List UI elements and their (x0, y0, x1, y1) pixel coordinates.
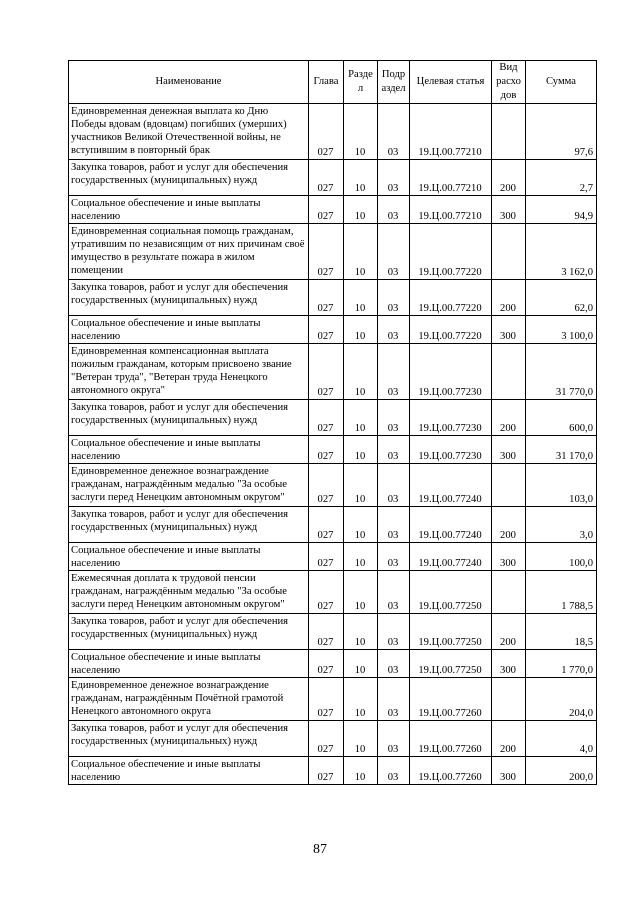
header-podrazdel: Подр аздел (378, 61, 410, 104)
cell-vid-raskhodov (492, 464, 526, 507)
cell-tselevaya-statya: 19.Ц.00.77250 (410, 571, 492, 614)
cell-podrazdel: 03 (378, 280, 410, 316)
cell-summa: 94,9 (526, 196, 597, 224)
cell-vid-raskhodov: 200 (492, 614, 526, 650)
cell-podrazdel: 03 (378, 757, 410, 785)
cell-name: Закупка товаров, работ и услуг для обеспечения государственных (муниципальных) нужд (69, 160, 309, 196)
cell-summa: 2,7 (526, 160, 597, 196)
cell-tselevaya-statya: 19.Ц.00.77210 (410, 196, 492, 224)
cell-tselevaya-statya: 19.Ц.00.77260 (410, 757, 492, 785)
cell-glava: 027 (309, 614, 344, 650)
cell-glava: 027 (309, 400, 344, 436)
cell-summa: 1 788,5 (526, 571, 597, 614)
cell-glava: 027 (309, 650, 344, 678)
table-row (69, 224, 597, 280)
cell-name: Единовременная компенсационная выплата пожилым гражданам, которым присвоено звание "Ветеран труда", "Ветеран труда Ненецкого автономного округа" (69, 344, 309, 400)
cell-tselevaya-statya: 19.Ц.00.77210 (410, 104, 492, 160)
cell-razdel: 10 (344, 224, 378, 280)
table-row (69, 104, 597, 160)
cell-tselevaya-statya: 19.Ц.00.77260 (410, 678, 492, 721)
cell-vid-raskhodov (492, 104, 526, 160)
cell-vid-raskhodov: 300 (492, 543, 526, 571)
cell-podrazdel: 03 (378, 571, 410, 614)
cell-podrazdel: 03 (378, 436, 410, 464)
cell-name: Социальное обеспечение и иные выплаты населению (69, 316, 309, 344)
cell-name: Социальное обеспечение и иные выплаты населению (69, 196, 309, 224)
cell-summa: 97,6 (526, 104, 597, 160)
cell-razdel: 10 (344, 160, 378, 196)
cell-glava: 027 (309, 280, 344, 316)
cell-podrazdel: 03 (378, 160, 410, 196)
cell-summa: 100,0 (526, 543, 597, 571)
header-glava: Глава (309, 61, 344, 104)
cell-name: Закупка товаров, работ и услуг для обеспечения государственных (муниципальных) нужд (69, 400, 309, 436)
table-row (69, 757, 597, 785)
cell-glava: 027 (309, 507, 344, 543)
cell-name: Закупка товаров, работ и услуг для обеспечения государственных (муниципальных) нужд (69, 614, 309, 650)
cell-razdel: 10 (344, 400, 378, 436)
cell-summa: 4,0 (526, 721, 597, 757)
cell-razdel: 10 (344, 543, 378, 571)
cell-name: Социальное обеспечение и иные выплаты населению (69, 757, 309, 785)
cell-glava: 027 (309, 721, 344, 757)
cell-tselevaya-statya: 19.Ц.00.77250 (410, 650, 492, 678)
cell-podrazdel: 03 (378, 224, 410, 280)
table-header (69, 61, 597, 104)
cell-tselevaya-statya: 19.Ц.00.77240 (410, 543, 492, 571)
cell-summa: 18,5 (526, 614, 597, 650)
cell-glava: 027 (309, 543, 344, 571)
cell-summa: 31 770,0 (526, 344, 597, 400)
cell-vid-raskhodov: 200 (492, 280, 526, 316)
table-row (69, 507, 597, 543)
cell-glava: 027 (309, 757, 344, 785)
cell-name: Закупка товаров, работ и услуг для обеспечения государственных (муниципальных) нужд (69, 507, 309, 543)
cell-summa: 204,0 (526, 678, 597, 721)
page-number: 87 (313, 842, 327, 857)
header-vid-raskhodov: Вид расхо дов (492, 61, 526, 104)
cell-tselevaya-statya: 19.Ц.00.77220 (410, 280, 492, 316)
cell-glava: 027 (309, 196, 344, 224)
cell-tselevaya-statya: 19.Ц.00.77230 (410, 344, 492, 400)
cell-name: Единовременное денежное вознаграждение гражданам, награждённым Почётной грамотой Ненецкого автономного округа (69, 678, 309, 721)
cell-name: Социальное обеспечение и иные выплаты населению (69, 543, 309, 571)
cell-vid-raskhodov: 300 (492, 316, 526, 344)
cell-summa: 200,0 (526, 757, 597, 785)
cell-vid-raskhodov: 200 (492, 507, 526, 543)
budget-table (68, 60, 597, 785)
cell-vid-raskhodov: 300 (492, 757, 526, 785)
cell-glava: 027 (309, 316, 344, 344)
cell-podrazdel: 03 (378, 104, 410, 160)
header-name: Наименование (69, 61, 309, 104)
cell-razdel: 10 (344, 464, 378, 507)
cell-glava: 027 (309, 678, 344, 721)
cell-name: Социальное обеспечение и иные выплаты населению (69, 436, 309, 464)
cell-vid-raskhodov: 200 (492, 721, 526, 757)
cell-name: Закупка товаров, работ и услуг для обеспечения государственных (муниципальных) нужд (69, 280, 309, 316)
table-row (69, 436, 597, 464)
table-row (69, 678, 597, 721)
cell-glava: 027 (309, 160, 344, 196)
cell-vid-raskhodov: 300 (492, 196, 526, 224)
table-row (69, 400, 597, 436)
table-row (69, 571, 597, 614)
table-row (69, 650, 597, 678)
cell-summa: 600,0 (526, 400, 597, 436)
table-row (69, 614, 597, 650)
cell-name: Закупка товаров, работ и услуг для обеспечения государственных (муниципальных) нужд (69, 721, 309, 757)
cell-summa: 31 170,0 (526, 436, 597, 464)
cell-razdel: 10 (344, 650, 378, 678)
cell-vid-raskhodov (492, 344, 526, 400)
cell-podrazdel: 03 (378, 650, 410, 678)
cell-razdel: 10 (344, 316, 378, 344)
cell-glava: 027 (309, 571, 344, 614)
cell-tselevaya-statya: 19.Ц.00.77230 (410, 436, 492, 464)
cell-name: Ежемесячная доплата к трудовой пенсии гражданам, награждённым медалью "За особые заслуги перед Ненецким автономным округом" (69, 571, 309, 614)
cell-razdel: 10 (344, 571, 378, 614)
header-tselevaya-statya: Целевая статья (410, 61, 492, 104)
cell-podrazdel: 03 (378, 464, 410, 507)
cell-vid-raskhodov (492, 571, 526, 614)
table-row (69, 721, 597, 757)
cell-summa: 62,0 (526, 280, 597, 316)
cell-vid-raskhodov: 300 (492, 650, 526, 678)
cell-razdel: 10 (344, 436, 378, 464)
cell-summa: 1 770,0 (526, 650, 597, 678)
table-row (69, 464, 597, 507)
cell-razdel: 10 (344, 721, 378, 757)
header-summa: Сумма (526, 61, 597, 104)
cell-podrazdel: 03 (378, 507, 410, 543)
header-razdel: Разде л (344, 61, 378, 104)
cell-glava: 027 (309, 464, 344, 507)
table-row (69, 280, 597, 316)
cell-vid-raskhodov: 200 (492, 400, 526, 436)
cell-podrazdel: 03 (378, 614, 410, 650)
cell-tselevaya-statya: 19.Ц.00.77220 (410, 316, 492, 344)
cell-tselevaya-statya: 19.Ц.00.77260 (410, 721, 492, 757)
cell-tselevaya-statya: 19.Ц.00.77250 (410, 614, 492, 650)
cell-razdel: 10 (344, 507, 378, 543)
cell-razdel: 10 (344, 196, 378, 224)
cell-razdel: 10 (344, 280, 378, 316)
cell-razdel: 10 (344, 344, 378, 400)
cell-podrazdel: 03 (378, 316, 410, 344)
cell-tselevaya-statya: 19.Ц.00.77220 (410, 224, 492, 280)
cell-glava: 027 (309, 224, 344, 280)
table-row (69, 160, 597, 196)
cell-tselevaya-statya: 19.Ц.00.77240 (410, 507, 492, 543)
table-row (69, 196, 597, 224)
cell-summa: 103,0 (526, 464, 597, 507)
cell-podrazdel: 03 (378, 678, 410, 721)
cell-vid-raskhodov (492, 224, 526, 280)
table-row (69, 344, 597, 400)
table-row (69, 543, 597, 571)
header-row (69, 61, 597, 104)
cell-razdel: 10 (344, 757, 378, 785)
cell-glava: 027 (309, 104, 344, 160)
cell-podrazdel: 03 (378, 721, 410, 757)
cell-name: Социальное обеспечение и иные выплаты населению (69, 650, 309, 678)
cell-vid-raskhodov: 300 (492, 436, 526, 464)
table-row (69, 316, 597, 344)
cell-podrazdel: 03 (378, 344, 410, 400)
cell-vid-raskhodov: 200 (492, 160, 526, 196)
cell-vid-raskhodov (492, 678, 526, 721)
cell-tselevaya-statya: 19.Ц.00.77230 (410, 400, 492, 436)
cell-name: Единовременное денежное вознаграждение гражданам, награждённым медалью "За особые заслуги перед Ненецким автономным округом" (69, 464, 309, 507)
cell-podrazdel: 03 (378, 543, 410, 571)
cell-summa: 3 100,0 (526, 316, 597, 344)
table-body (69, 104, 597, 785)
cell-razdel: 10 (344, 104, 378, 160)
cell-razdel: 10 (344, 614, 378, 650)
cell-tselevaya-statya: 19.Ц.00.77240 (410, 464, 492, 507)
cell-summa: 3,0 (526, 507, 597, 543)
cell-glava: 027 (309, 344, 344, 400)
cell-summa: 3 162,0 (526, 224, 597, 280)
cell-razdel: 10 (344, 678, 378, 721)
cell-tselevaya-statya: 19.Ц.00.77210 (410, 160, 492, 196)
cell-name: Единовременная денежная выплата ко Дню Победы вдовам (вдовцам) погибших (умерших) участников Великой Отечественной войны, не вступившим в повторный брак (69, 104, 309, 160)
cell-podrazdel: 03 (378, 196, 410, 224)
cell-glava: 027 (309, 436, 344, 464)
cell-podrazdel: 03 (378, 400, 410, 436)
cell-name: Единовременная социальная помощь гражданам, утратившим по независящим от них причинам своё имущество в результате пожара в жилом помещении (69, 224, 309, 280)
